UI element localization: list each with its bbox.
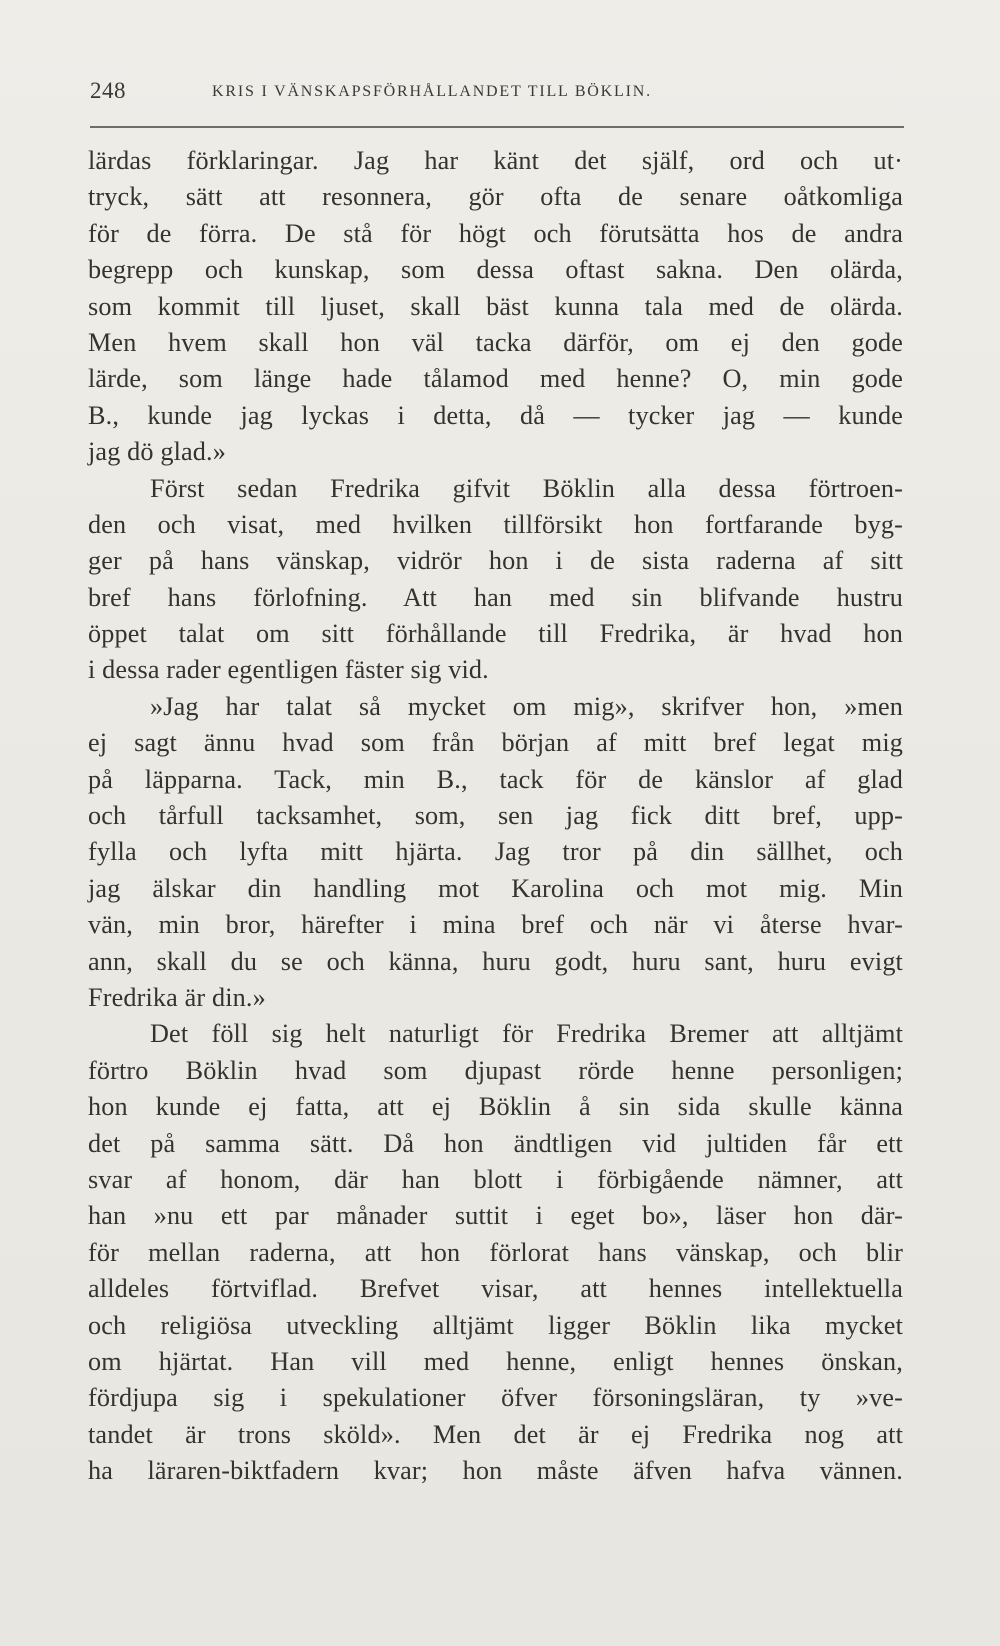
- text-line: ej sagt ännu hvad som från början af mitt bref legat mig: [88, 728, 903, 758]
- text-line: ann, skall du se och känna, huru godt, huru sant, huru evigt: [88, 946, 903, 976]
- paragraph-first-line: Först sedan Fredrika gifvit Böklin alla dessa förtroen-: [150, 473, 903, 503]
- text-line: vän, min bror, härefter i mina bref och när vi återse hvar-: [88, 910, 903, 940]
- text-line: den och visat, med hvilken tillförsikt hon fortfarande byg-: [88, 509, 903, 539]
- text-line: och tårfull tacksamhet, som, sen jag fick ditt bref, upp-: [88, 801, 903, 831]
- header-rule: [90, 126, 904, 128]
- text-line: bref hans förlofning. Att han med sin blifvande hustru: [88, 582, 903, 612]
- text-line: fylla och lyfta mitt hjärta. Jag tror på din sällhet, och: [88, 837, 903, 867]
- text-line: lärdas förklaringar. Jag har känt det själf, ord och ut·: [88, 146, 903, 175]
- text-line: för de förra. De stå för högt och förutsätta hos de andra: [88, 218, 903, 248]
- text-line: förtro Böklin hvad som djupast rörde henne personligen;: [88, 1055, 903, 1085]
- text-line: fördjupa sig i spekulationer öfver försoningsläran, ty »ve-: [88, 1383, 903, 1413]
- text-line: alldeles förtviflad. Brefvet visar, att hennes intellektuella: [88, 1274, 903, 1304]
- text-line: jag dö glad.»: [88, 437, 226, 467]
- text-line: som kommit till ljuset, skall bäst kunna tala med de olärda.: [88, 291, 903, 321]
- text-line: lärde, som länge hade tålamod med henne? O, min gode: [88, 364, 903, 394]
- paragraph-first-line: »Jag har talat så mycket om mig», skrifver hon, »men: [150, 691, 903, 721]
- page-number: 248: [90, 78, 126, 103]
- text-line: tryck, sätt att resonnera, gör ofta de senare oåtkomliga: [88, 182, 903, 212]
- text-line: om hjärtat. Han vill med henne, enligt hennes önskan,: [88, 1346, 903, 1376]
- page-header: [90, 78, 905, 108]
- text-line: B., kunde jag lyckas i detta, då — tycker jag — kunde: [88, 400, 903, 430]
- text-line: Fredrika är din.»: [88, 982, 266, 1012]
- text-line: ha läraren-biktfadern kvar; hon måste äfven hafva vännen.: [88, 1456, 903, 1486]
- body-text: [88, 143, 903, 1489]
- text-line: ger på hans vänskap, vidrör hon i de sista raderna af sitt: [88, 546, 903, 576]
- text-line: tandet är trons sköld». Men det är ej Fredrika nog att: [88, 1419, 903, 1449]
- text-line: svar af honom, där han blott i förbigående nämner, att: [88, 1164, 903, 1194]
- text-line: jag älskar din handling mot Karolina och mot mig. Min: [88, 873, 903, 903]
- paragraph-first-line: Det föll sig helt naturligt för Fredrika Bremer att alltjämt: [150, 1019, 903, 1049]
- text-line: Men hvem skall hon väl tacka därför, om ej den gode: [88, 327, 903, 357]
- text-line: det på samma sätt. Då hon ändtligen vid jultiden får ett: [88, 1128, 903, 1158]
- text-line: hon kunde ej fatta, att ej Böklin å sin sida skulle känna: [88, 1092, 903, 1122]
- text-line: för mellan raderna, att hon förlorat hans vänskap, och blir: [88, 1237, 903, 1267]
- text-line: begrepp och kunskap, som dessa oftast sakna. Den olärda,: [88, 255, 903, 285]
- running-head: KRIS I VÄNSKAPSFÖRHÅLLANDET TILL BÖKLIN.: [212, 83, 652, 100]
- text-line: och religiösa utveckling alltjämt ligger Böklin lika mycket: [88, 1310, 903, 1340]
- text-line: i dessa rader egentligen fäster sig vid.: [88, 655, 489, 685]
- text-line: öppet talat om sitt förhållande till Fredrika, är hvad hon: [88, 619, 903, 649]
- text-line: han »nu ett par månader suttit i eget bo», läser hon där-: [88, 1201, 903, 1231]
- text-line: på läpparna. Tack, min B., tack för de känslor af glad: [88, 764, 903, 794]
